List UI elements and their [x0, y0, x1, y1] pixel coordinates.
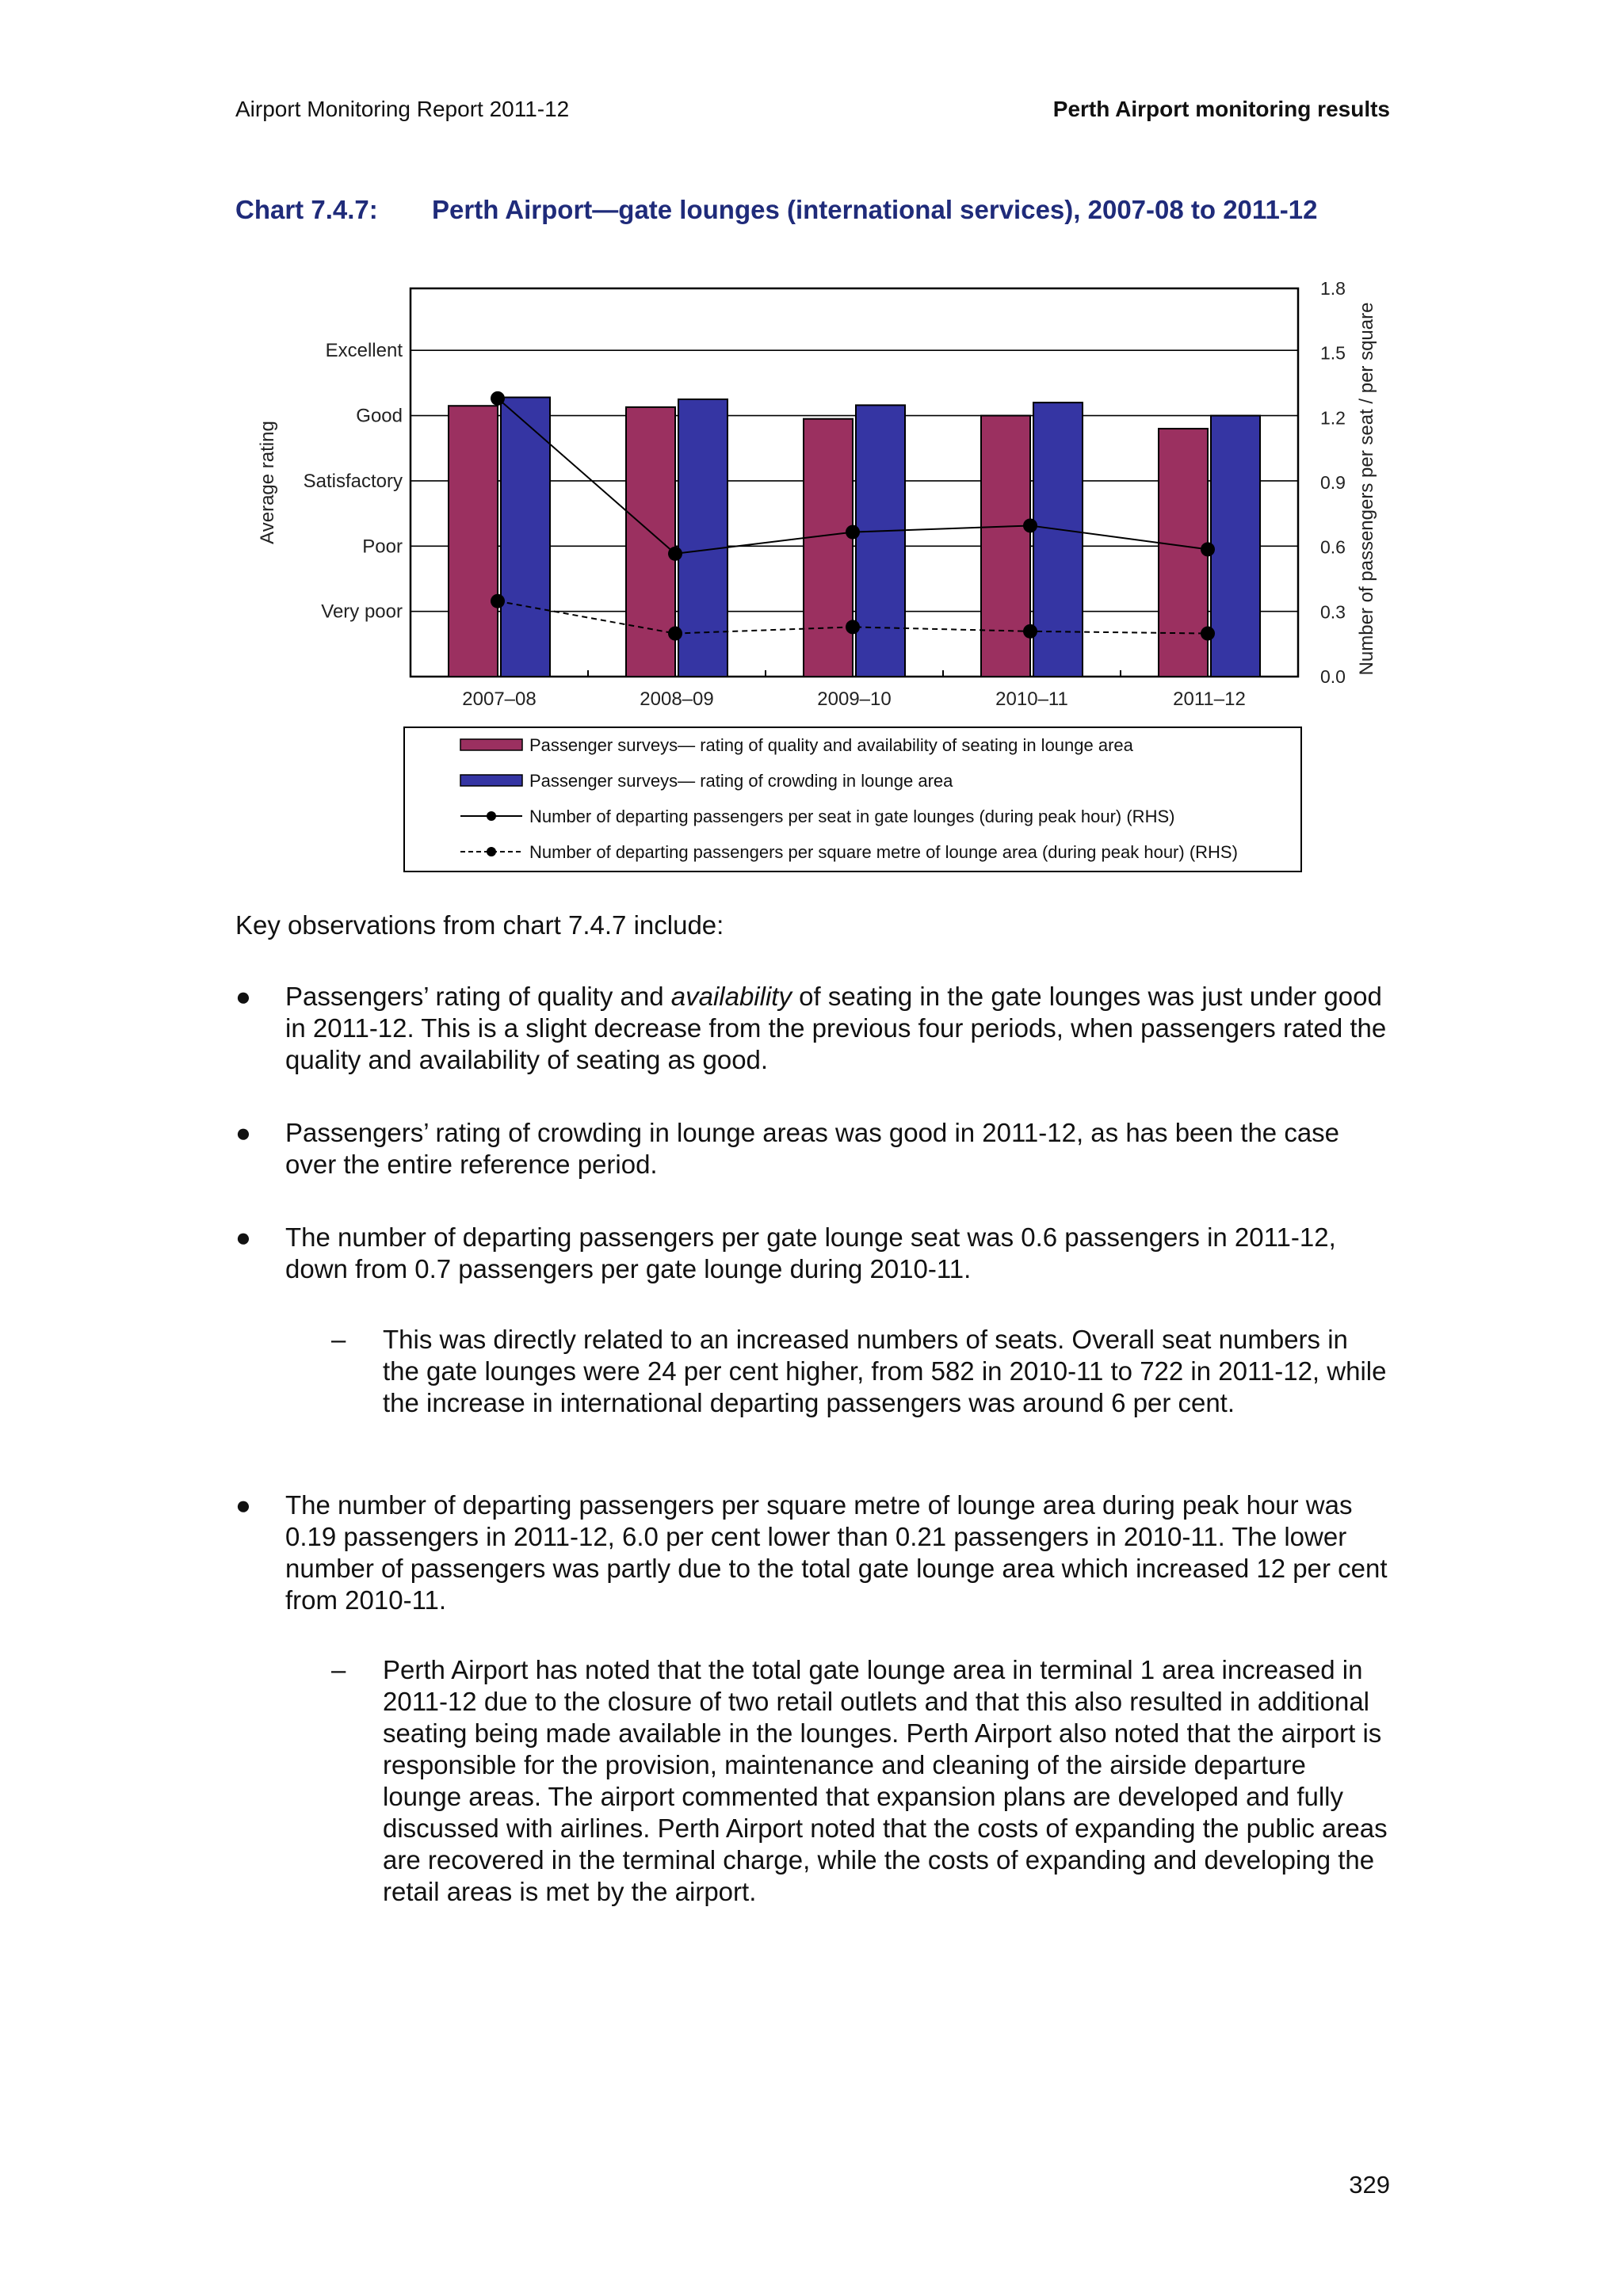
section-title: Perth Airport monitoring results: [1052, 97, 1390, 121]
point-per-seat: [491, 391, 505, 406]
left-axis-title: Average rating: [257, 421, 278, 544]
point-per-seat: [668, 547, 682, 561]
bar-crowding: [501, 398, 550, 677]
right-tick-label: 0.0: [1320, 666, 1346, 687]
point-per-seat: [846, 525, 860, 540]
bullet-text: The number of departing passengers per square metre of lounge area during peak hour was 0.19 passengers in 2011-12, 6.0 per cent lower than 0.21 passengers in 2010-11. The lower number of passengers was partly due to the total gate lounge area which increased 12 per cent from 2010-11.: [285, 1490, 1388, 1615]
x-tick-label: 2010–11: [995, 688, 1068, 710]
legend-label: Passenger surveys— rating of crowding in lounge area: [529, 771, 953, 791]
bullet-symbol: ●: [235, 982, 251, 1011]
bar-crowding: [1211, 416, 1260, 677]
bar-quality: [626, 407, 675, 677]
legend-marker: [487, 811, 496, 821]
legend-label: Number of departing passengers per seat in gate lounges (during peak hour) (RHS): [529, 807, 1175, 826]
bullet-symbol: ●: [235, 1222, 251, 1252]
dash-symbol: –: [331, 1325, 346, 1354]
point-per-square-metre: [1023, 624, 1037, 639]
page-number: 329: [1349, 2171, 1390, 2199]
right-tick-label: 1.5: [1320, 342, 1346, 364]
right-tick-label: 0.9: [1320, 472, 1346, 493]
point-per-seat: [1201, 542, 1215, 556]
legend-label: Number of departing passengers per square metre of lounge area (during peak hour) (RHS): [529, 842, 1238, 862]
point-per-seat: [1023, 518, 1037, 532]
chart: [0, 261, 1623, 879]
x-tick-label: 2008–09: [640, 688, 714, 710]
right-tick-label: 1.8: [1320, 278, 1346, 299]
bar-crowding: [678, 399, 727, 677]
sub-bullet-text: This was directly related to an increased numbers of seats. Overall seat numbers in the gate lounges were 24 per cent higher, from 582 in 2010-11 to 722 in 2011-12, while the increase in international departing passengers was around 6 per cent.: [383, 1325, 1387, 1417]
right-axis-title: Number of passengers per seat / per square: [1356, 302, 1377, 676]
bar-crowding: [856, 405, 905, 677]
dash-symbol: –: [331, 1655, 346, 1684]
point-per-square-metre: [491, 594, 505, 608]
legend-label: Passenger surveys— rating of quality and availability of seating in lounge area: [529, 735, 1133, 755]
bullet-symbol: ●: [235, 1118, 251, 1147]
x-tick-label: 2009–10: [817, 688, 892, 710]
bar-quality: [1159, 429, 1208, 677]
chart-title-text: Perth Airport—gate lounges (international services), 2007-08 to 2011-12: [432, 195, 1318, 224]
bullet-text: The number of departing passengers per gate lounge seat was 0.6 passengers in 2011-12, down from 0.7 passengers per gate lounge during 2010-11.: [285, 1222, 1336, 1283]
chart-number: Chart 7.4.7:: [235, 195, 378, 224]
left-tick-label: Excellent: [325, 340, 403, 362]
x-tick-label: 2007–08: [462, 688, 537, 710]
point-per-square-metre: [846, 620, 860, 634]
right-tick-label: 0.6: [1320, 536, 1346, 558]
left-tick-label: Poor: [362, 536, 403, 558]
left-tick-label: Very poor: [321, 601, 403, 623]
legend-swatch-crowding: [460, 775, 522, 786]
emphasis-text: availability: [670, 982, 792, 1011]
point-per-square-metre: [668, 627, 682, 641]
bar-quality: [804, 419, 853, 677]
right-tick-label: 0.3: [1320, 601, 1346, 623]
bar-quality: [981, 416, 1030, 677]
legend-marker: [487, 847, 496, 856]
bullet-text: Passengers’ rating of quality and availability of seating in the gate lounges was just under good in 2011-12. This is a slight decrease from the previous four periods, when passengers rated the quality and availability of seating as good.: [285, 982, 1387, 1074]
bullet-text: Passengers’ rating of crowding in lounge areas was good in 2011-12, as has been the case over the entire reference period.: [285, 1118, 1340, 1179]
report-title: Airport Monitoring Report 2011-12: [235, 97, 570, 121]
key-observations-intro: Key observations from chart 7.4.7 include:: [235, 910, 724, 940]
bar-quality: [449, 406, 498, 677]
left-tick-label: Good: [356, 405, 403, 427]
chart-title: [235, 195, 1424, 225]
x-tick-label: 2011–12: [1173, 688, 1246, 710]
sub-bullet-text: Perth Airport has noted that the total gate lounge area in terminal 1 area increased in 2011-12 due to the closure of two retail outlets and that this also resulted in additional seating being made available in the lounges. Perth Airport also noted that the airport is responsible for the provision, maintenance and cleaning of the airside departure lounge areas. The airport commented that expansion plans are developed and fully discussed with airlines. Perth Airport noted that the costs of expanding the public areas are recovered in the terminal charge, while the costs of expanding and developing the retail areas is met by the airport.: [383, 1655, 1388, 1906]
legend-swatch-quality: [460, 739, 522, 750]
right-tick-label: 1.2: [1320, 407, 1346, 429]
left-tick-label: Satisfactory: [303, 470, 403, 492]
page-header: [235, 97, 1390, 128]
bullet-symbol: ●: [235, 1490, 251, 1520]
bar-crowding: [1033, 402, 1083, 677]
point-per-square-metre: [1201, 627, 1215, 641]
